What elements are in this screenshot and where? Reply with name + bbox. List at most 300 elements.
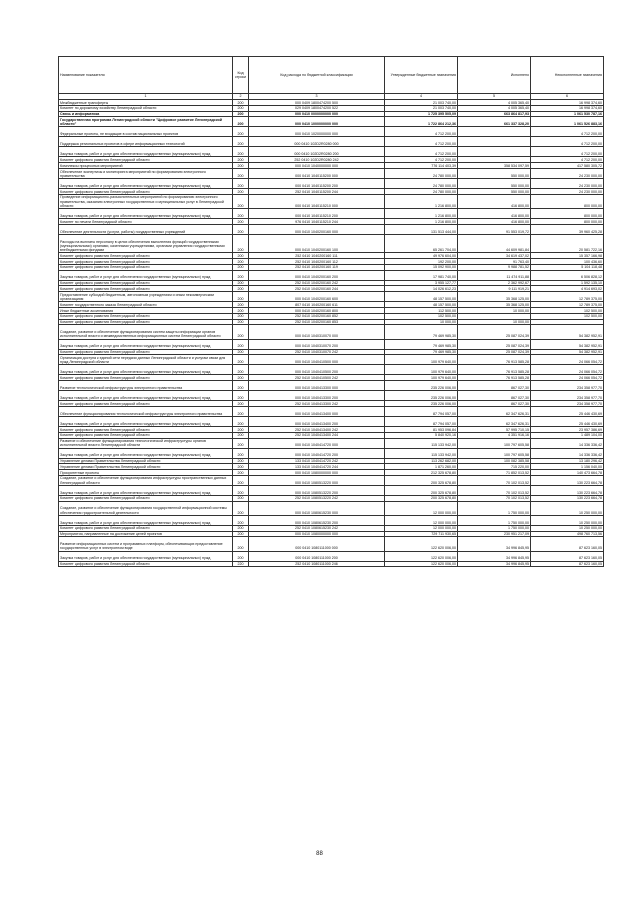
table-row	[59, 464, 604, 470]
row-executed: 2 362 992,67	[458, 280, 531, 286]
row-classification: 252 0410 1040200160 112	[249, 258, 385, 264]
row-name: Государственная программа Ленинградской области "Цифровое развитие Ленинградской области"	[59, 117, 233, 127]
row-name: Предоставление субсидий бюджетным, автономным учреждениям и иным некоммерческим организациям	[59, 292, 233, 302]
row-code: 200	[233, 515, 249, 525]
row-approved: 12 000 000,00	[385, 515, 458, 525]
row-remaining: 130 223 664,78	[531, 475, 604, 485]
row-classification: 000 0410 1040414720 200	[249, 448, 385, 458]
row-approved: 100 979 640,00	[385, 355, 458, 365]
row-name: Комитет цифрового развития Ленинградской области	[59, 286, 233, 292]
row-remaining: 800 000,00	[531, 194, 604, 208]
row-remaining: 24 066 054,72	[531, 355, 604, 365]
row-remaining: 24 230 000,00	[531, 168, 604, 178]
table-row	[59, 178, 604, 188]
row-name: Обеспечение функционирования технологической инфраструктуры электронного правительства	[59, 406, 233, 416]
row-classification: 252 0410 1080615230 242	[249, 525, 385, 531]
header-executed: Исполнено	[458, 57, 531, 94]
row-name: Приоритетные проекты	[59, 470, 233, 476]
row-name: Организация доступа к единой сети передачи данных Ленинградской области и услугам связи для нужд Ленинградской области	[59, 355, 233, 365]
row-remaining: 234 358 977,70	[531, 401, 604, 407]
row-executed: 358 534 097,59	[458, 163, 531, 169]
table-row	[59, 561, 604, 567]
row-classification: 000 0410 1040200160 100	[249, 234, 385, 252]
row-approved: 1 216 800,00	[385, 194, 458, 208]
row-approved: 81 953 096,84	[385, 426, 458, 432]
row-approved: 212 325 678,80	[385, 470, 458, 476]
row-executed: 416 800,00	[458, 218, 531, 224]
row-classification: 252 0410 1040310070 242	[249, 349, 385, 355]
row-executed: 34 996 845,95	[458, 551, 531, 561]
table-row	[59, 406, 604, 416]
table-row	[59, 501, 604, 515]
row-remaining: 1 592 135,10	[531, 280, 604, 286]
row-executed: 91 553 019,72	[458, 224, 531, 234]
row-code: 200	[233, 381, 249, 391]
row-code: 200	[233, 117, 249, 127]
row-classification: 000 0410 1040413400 200	[249, 416, 385, 426]
table-row	[59, 325, 604, 339]
row-name: Закупка товаров, работ и услуг для обеспечения государственных (муниципальных) нужд	[59, 391, 233, 401]
row-remaining: 24 230 000,00	[531, 188, 604, 194]
row-classification: 252 0410 1080513220 242	[249, 495, 385, 501]
table-row	[59, 448, 604, 458]
row-executed: 10 000,00	[458, 319, 531, 325]
row-classification: 000 0410 1040000000 000	[249, 163, 385, 169]
table-row	[59, 302, 604, 308]
row-code: 200	[233, 470, 249, 476]
row-approved: 24 780 000,00	[385, 168, 458, 178]
row-executed: 100 797 605,58	[458, 448, 531, 458]
table-row	[59, 264, 604, 270]
budget-table	[58, 56, 604, 567]
row-remaining: 234 358 977,70	[531, 381, 604, 391]
row-approved: 200 325 678,80	[385, 495, 458, 501]
row-executed: 100 082 385,58	[458, 458, 531, 464]
row-name: Обеспечение экспертизы и мониторинга мероприятий по формированию электронного правительства	[59, 168, 233, 178]
page-number: 88	[316, 851, 323, 857]
row-name: Закупка товаров, работ и услуг для обеспечения государственных (муниципальных) нужд	[59, 339, 233, 349]
row-name: Мероприятия, направленные на достижение целей проектов	[59, 531, 233, 537]
row-approved: 87 794 057,00	[385, 416, 458, 426]
row-code: 200	[233, 286, 249, 292]
row-remaining: 800 000,00	[531, 218, 604, 224]
row-approved: 1 216 800,00	[385, 208, 458, 218]
row-name: Комитет цифрового развития Ленинградской области	[59, 313, 233, 319]
row-name: Закупка товаров, работ и услуг для обеспечения государственных (муниципальных) нужд	[59, 515, 233, 525]
row-remaining: 4 712 200,00	[531, 147, 604, 157]
row-executed: 35 368 125,00	[458, 292, 531, 302]
row-executed: 416 800,00	[458, 194, 531, 208]
row-approved: 15 092 900,00	[385, 264, 458, 270]
row-code: 200	[233, 319, 249, 325]
table-row	[59, 525, 604, 531]
table-row	[59, 391, 604, 401]
header-classification: Код расхода по бюджетной классификации	[249, 57, 385, 94]
row-remaining: 13 180 296,42	[531, 458, 604, 464]
row-name: Закупка товаров, работ и услуг для обеспечения государственных (муниципальных) нужд	[59, 416, 233, 426]
header-code: Код строки	[233, 57, 249, 94]
row-name: Закупка товаров, работ и услуг для обеспечения государственных (муниципальных) нужд	[59, 448, 233, 458]
table-row	[59, 416, 604, 426]
row-approved: 115 133 942,00	[385, 438, 458, 448]
row-name: Комитет по дорожному хозяйству Ленинградской области	[59, 105, 233, 111]
row-classification: 252 0410 1040200160 242	[249, 280, 385, 286]
header-remaining: Неисполненные назначения	[531, 57, 604, 94]
row-remaining: 102 500,00	[531, 313, 604, 319]
row-remaining: 100 436,60	[531, 258, 604, 264]
row-classification: 252 0410 1040410500 242	[249, 375, 385, 381]
row-approved: 1 216 800,00	[385, 218, 458, 224]
row-executed: 11 474 911,88	[458, 270, 531, 280]
row-remaining: 54 382 952,91	[531, 339, 604, 349]
row-executed: 25 087 024,39	[458, 339, 531, 349]
row-name: Обеспечение деятельности (услуги, работы) государственных учреждений	[59, 224, 233, 234]
row-classification: 000 0410 1040115200 000	[249, 168, 385, 178]
row-remaining: 39 960 425,28	[531, 224, 604, 234]
row-name: Закупка товаров, работ и услуг для обеспечения государственных (муниципальных) нужд	[59, 208, 233, 218]
row-remaining: 23 957 386,69	[531, 426, 604, 432]
row-remaining: 10 250 000,00	[531, 515, 604, 525]
table-row	[59, 258, 604, 264]
column-index: 5	[458, 94, 531, 100]
table-row	[59, 208, 604, 218]
table-row	[59, 485, 604, 495]
row-name: Комитет цифрового развития Ленинградской области	[59, 253, 233, 259]
row-classification: 000 0410 102D2R0280 200	[249, 147, 385, 157]
row-remaining: 800 000,00	[531, 208, 604, 218]
table-row	[59, 188, 604, 194]
budget-report-page	[58, 56, 602, 567]
row-remaining: 1 489 104,00	[531, 432, 604, 438]
row-remaining: 24 230 000,00	[531, 178, 604, 188]
row-code: 200	[233, 401, 249, 407]
row-code: 200	[233, 253, 249, 259]
row-code: 200	[233, 325, 249, 339]
row-classification: 252 0410 1040200160 852	[249, 313, 385, 319]
row-classification: 133 0410 1040414720 244	[249, 464, 385, 470]
row-approved: 100 979 640,00	[385, 375, 458, 381]
row-name: Комитет цифрового развития Ленинградской области	[59, 188, 233, 194]
row-executed: 62 347 626,31	[458, 406, 531, 416]
row-executed: 76 913 585,28	[458, 375, 531, 381]
table-row	[59, 458, 604, 464]
row-remaining: 24 066 054,72	[531, 375, 604, 381]
table-row	[59, 515, 604, 525]
row-approved: 235 226 006,00	[385, 381, 458, 391]
row-name: Проведение информационно-разъяснительных мероприятий по формированию электронного правительства, оказанию электронных государственных и муниципальных услуг в Ленинградской области	[59, 194, 233, 208]
row-approved: 122 620 006,00	[385, 561, 458, 567]
row-classification: 000 0410 1040115210 200	[249, 208, 385, 218]
row-remaining: 87 623 160,05	[531, 551, 604, 561]
row-approved: 4 712 200,00	[385, 137, 458, 147]
row-executed: 70 102 013,52	[458, 495, 531, 501]
row-classification: 000 0409 1800474200 500	[249, 100, 385, 106]
row-name: Развитие и обеспечение функционирования технологической инфраструктуры органов исполнительной власти Ленинградской области	[59, 438, 233, 448]
row-executed: 9 111 919,21	[458, 286, 531, 292]
table-row	[59, 147, 604, 157]
row-name: Комитет цифрового развития Ленинградской области	[59, 401, 233, 407]
row-name: Связь и информатика	[59, 111, 233, 117]
row-remaining: 140 473 664,78	[531, 470, 604, 476]
row-approved: 122 620 006,00	[385, 551, 458, 561]
table-row	[59, 426, 604, 432]
row-classification: 000 0410 1080615230 000	[249, 501, 385, 515]
table-row	[59, 438, 604, 448]
row-approved: 4 712 200,00	[385, 127, 458, 137]
row-remaining: 1 061 526 883,16	[531, 117, 604, 127]
row-remaining: 498 760 713,56	[531, 531, 604, 537]
row-code: 200	[233, 224, 249, 234]
row-executed: 4 005 365,40	[458, 100, 531, 106]
row-approved: 131 513 444,00	[385, 224, 458, 234]
row-remaining: 4 712 200,00	[531, 137, 604, 147]
row-code: 200	[233, 391, 249, 401]
row-classification: 252 0410 1040413300 242	[249, 401, 385, 407]
row-approved: 17 981 740,00	[385, 270, 458, 280]
row-name: Межбюджетные трансферты	[59, 100, 233, 106]
row-classification: 000 0410 1080000000 000	[249, 470, 385, 476]
row-name: Управление делами Правительства Ленинградской области	[59, 458, 233, 464]
row-name: Создание, развитие и обеспечение функционирования государственной информационной системы обеспечения градостроительной деятельности	[59, 501, 233, 515]
row-name: Иные бюджетные ассигнования	[59, 307, 233, 313]
row-remaining: 20 581 722,16	[531, 234, 604, 252]
column-index: 6	[531, 94, 604, 100]
row-executed: 76 913 585,28	[458, 365, 531, 375]
row-remaining: 10 250 000,00	[531, 525, 604, 531]
row-name: Создание, развитие и обеспечение функционирования инфраструктуры пространственных данных Ленинградской области	[59, 475, 233, 485]
row-approved: 729 711 930,65	[385, 531, 458, 537]
row-classification: 000 0410 1080513220 000	[249, 475, 385, 485]
row-executed: 25 087 024,39	[458, 325, 531, 339]
table-row	[59, 537, 604, 551]
row-remaining: 54 382 952,91	[531, 349, 604, 355]
row-code: 200	[233, 194, 249, 208]
row-classification: 252 0410 1040200160 244	[249, 286, 385, 292]
row-classification: 000 0410 1080111000 000	[249, 537, 385, 551]
row-code: 200	[233, 111, 249, 117]
row-name: Комитет по печати Ленинградской области	[59, 218, 233, 224]
row-approved: 235 226 006,00	[385, 401, 458, 407]
table-row	[59, 531, 604, 537]
row-approved: 14 026 612,23	[385, 286, 458, 292]
row-executed: 4 351 916,16	[458, 432, 531, 438]
row-classification: 000 0410 1040310070 200	[249, 339, 385, 349]
row-remaining: 10 250 000,00	[531, 501, 604, 515]
table-row	[59, 168, 604, 178]
column-index: 4	[385, 94, 458, 100]
row-name: Развитие информационных систем и программных платформ, обеспечивающих предоставление государственных услуг в электронном виде	[59, 537, 233, 551]
row-classification: 807 0410 1040200160 611	[249, 302, 385, 308]
row-approved: 1 725 395 505,09	[385, 111, 458, 117]
row-executed: 57 995 710,15	[458, 426, 531, 432]
row-remaining: 130 223 664,78	[531, 495, 604, 501]
row-approved: 1 722 864 212,36	[385, 117, 458, 127]
row-executed: 550 000,00	[458, 168, 531, 178]
row-remaining: 102 500,00	[531, 307, 604, 313]
row-classification: 000 0410 1040115200 200	[249, 178, 385, 188]
row-code: 200	[233, 406, 249, 416]
row-name: Комитет цифрового развития Ленинградской области	[59, 157, 233, 163]
row-approved: 12 000 000,00	[385, 525, 458, 531]
row-approved: 4 712 200,00	[385, 157, 458, 163]
row-classification: 000 0410 1080615230 200	[249, 515, 385, 525]
row-code: 200	[233, 137, 249, 147]
row-executed: 70 102 013,52	[458, 475, 531, 485]
row-executed: 867 027,30	[458, 381, 531, 391]
row-code: 200	[233, 188, 249, 194]
row-approved: 79 469 985,30	[385, 349, 458, 355]
row-code: 200	[233, 531, 249, 537]
row-executed: 44 609 981,84	[458, 234, 531, 252]
table-row	[59, 105, 604, 111]
row-remaining: 4 914 693,02	[531, 286, 604, 292]
row-classification: 252 0410 1040200160 119	[249, 264, 385, 270]
row-remaining: 6 506 828,12	[531, 270, 604, 280]
row-code: 200	[233, 105, 249, 111]
row-classification: 000 0410 1040413300 200	[249, 391, 385, 401]
row-approved: 102 500,00	[385, 313, 458, 319]
row-classification: 000 0410 1040200160 600	[249, 292, 385, 302]
row-code: 200	[233, 464, 249, 470]
column-index: 2	[233, 94, 249, 100]
row-name: Закупка товаров, работ и услуг для обеспечения государственных (муниципальных) нужд	[59, 270, 233, 280]
row-code: 200	[233, 438, 249, 448]
row-executed: 867 027,30	[458, 401, 531, 407]
row-remaining: 14 336 336,42	[531, 448, 604, 458]
row-code: 200	[233, 234, 249, 252]
row-classification: 000 0410 1040200160 000	[249, 224, 385, 234]
row-approved: 1 871 260,00	[385, 464, 458, 470]
row-executed: 4 005 365,40	[458, 105, 531, 111]
row-name: Закупка товаров, работ и услуг для обеспечения государственных (муниципальных) нужд	[59, 551, 233, 561]
row-classification: 252 0410 1040413400 242	[249, 426, 385, 432]
row-code: 200	[233, 426, 249, 432]
row-name: Закупка товаров, работ и услуг для обеспечения государственных (муниципальных) нужд	[59, 365, 233, 375]
row-executed: 1 750 000,00	[458, 515, 531, 525]
row-approved: 3 955 127,77	[385, 280, 458, 286]
row-executed: 71 852 013,52	[458, 470, 531, 476]
row-executed: 25 087 024,39	[458, 349, 531, 355]
table-row	[59, 137, 604, 147]
row-code: 200	[233, 495, 249, 501]
row-classification: 000 0410 1000000000 000	[249, 117, 385, 127]
row-code: 200	[233, 501, 249, 515]
row-executed: 70 102 013,52	[458, 485, 531, 495]
row-name: Комитет цифрового развития Ленинградской области	[59, 375, 233, 381]
row-executed: 715 220,00	[458, 464, 531, 470]
row-name: Комитет цифрового развития Ленинградской области	[59, 280, 233, 286]
row-code: 200	[233, 100, 249, 106]
row-name: Комитет цифрового развития Ленинградской области	[59, 561, 233, 567]
row-approved: 12 000 000,00	[385, 501, 458, 515]
row-executed: 100 797 605,58	[458, 438, 531, 448]
row-code: 200	[233, 147, 249, 157]
row-remaining: 417 580 305,72	[531, 163, 604, 169]
row-name: Развитие технологической инфраструктуры электронного правительства	[59, 381, 233, 391]
table-row	[59, 375, 604, 381]
row-code: 200	[233, 163, 249, 169]
row-remaining: 5 104 118,48	[531, 264, 604, 270]
row-code: 200	[233, 537, 249, 551]
table-row	[59, 475, 604, 485]
row-classification: 000 0410 1040414720 000	[249, 438, 385, 448]
table-row	[59, 355, 604, 365]
row-remaining: 12 789 375,00	[531, 302, 604, 308]
row-code: 200	[233, 349, 249, 355]
table-header-row	[59, 57, 604, 94]
row-approved: 24 780 000,00	[385, 178, 458, 188]
row-classification: 000 0410 1040310070 000	[249, 325, 385, 339]
column-index: 3	[249, 94, 385, 100]
row-executed: 663 864 817,93	[458, 111, 531, 117]
row-executed: 10 000,00	[458, 307, 531, 313]
row-code: 200	[233, 313, 249, 319]
row-remaining: 87 623 160,05	[531, 561, 604, 567]
row-name: Расходы на выплаты персоналу в целях обеспечения выполнения функций государственными (муниципальными) органами, казенными учреждениями, органами управления государственными внебюджетными фондами	[59, 234, 233, 252]
row-approved: 235 226 006,00	[385, 391, 458, 401]
table-body	[59, 100, 604, 567]
row-code: 200	[233, 339, 249, 349]
row-remaining: 25 446 430,69	[531, 406, 604, 416]
row-name: Комитет цифрового развития Ленинградской области	[59, 319, 233, 325]
row-name: Комитет цифрового развития Ленинградской области	[59, 432, 233, 438]
row-approved: 776 114 403,39	[385, 163, 458, 169]
row-code: 200	[233, 458, 249, 464]
row-code: 200	[233, 218, 249, 224]
row-classification: 000 0410 1020000000 000	[249, 127, 385, 137]
table-row	[59, 280, 604, 286]
row-approved: 113 262 682,00	[385, 458, 458, 464]
row-code: 200	[233, 157, 249, 163]
row-name: Комитет цифрового развития Ленинградской области	[59, 495, 233, 501]
row-executed: 550 000,00	[458, 188, 531, 194]
table-row	[59, 253, 604, 259]
header-name: Наименование показателя	[59, 57, 233, 94]
row-classification: 000 0410 1040413300 000	[249, 381, 385, 391]
row-executed: 416 800,00	[458, 208, 531, 218]
row-classification: 000 0410 1040115210 000	[249, 194, 385, 208]
row-classification: 000 0410 1040413400 000	[249, 406, 385, 416]
row-remaining: 16 998 374,60	[531, 105, 604, 111]
row-code: 200	[233, 375, 249, 381]
row-code: 200	[233, 264, 249, 270]
row-name: Закупка товаров, работ и услуг для обеспечения государственных (муниципальных) нужд	[59, 178, 233, 188]
row-name: Закупка товаров, работ и услуг для обеспечения государственных (муниципальных) нужд	[59, 485, 233, 495]
row-remaining: 24 066 054,72	[531, 365, 604, 375]
row-approved: 100 979 640,00	[385, 365, 458, 375]
row-code: 200	[233, 292, 249, 302]
row-executed: 1 750 000,00	[458, 501, 531, 515]
row-executed: 867 027,30	[458, 391, 531, 401]
row-code: 200	[233, 365, 249, 375]
table-row	[59, 319, 604, 325]
table-row	[59, 127, 604, 137]
table-row	[59, 432, 604, 438]
row-code: 200	[233, 168, 249, 178]
row-executed: 62 347 626,31	[458, 416, 531, 426]
row-code: 200	[233, 307, 249, 313]
row-classification: 252 0410 1080111000 246	[249, 561, 385, 567]
row-name: Управление делами Правительства Ленинградской области	[59, 464, 233, 470]
row-executed: 1 750 000,00	[458, 525, 531, 531]
header-approved: Утвержденные бюджетные назначения	[385, 57, 458, 94]
row-approved: 10 000,00	[385, 319, 458, 325]
row-name: Комитет цифрового развития Ленинградской области	[59, 258, 233, 264]
row-approved: 5 840 920,16	[385, 432, 458, 438]
row-name: Комитет государственного заказа Ленинградской области	[59, 302, 233, 308]
row-classification: 252 0410 1040115200 244	[249, 188, 385, 194]
row-approved: 24 780 000,00	[385, 188, 458, 194]
